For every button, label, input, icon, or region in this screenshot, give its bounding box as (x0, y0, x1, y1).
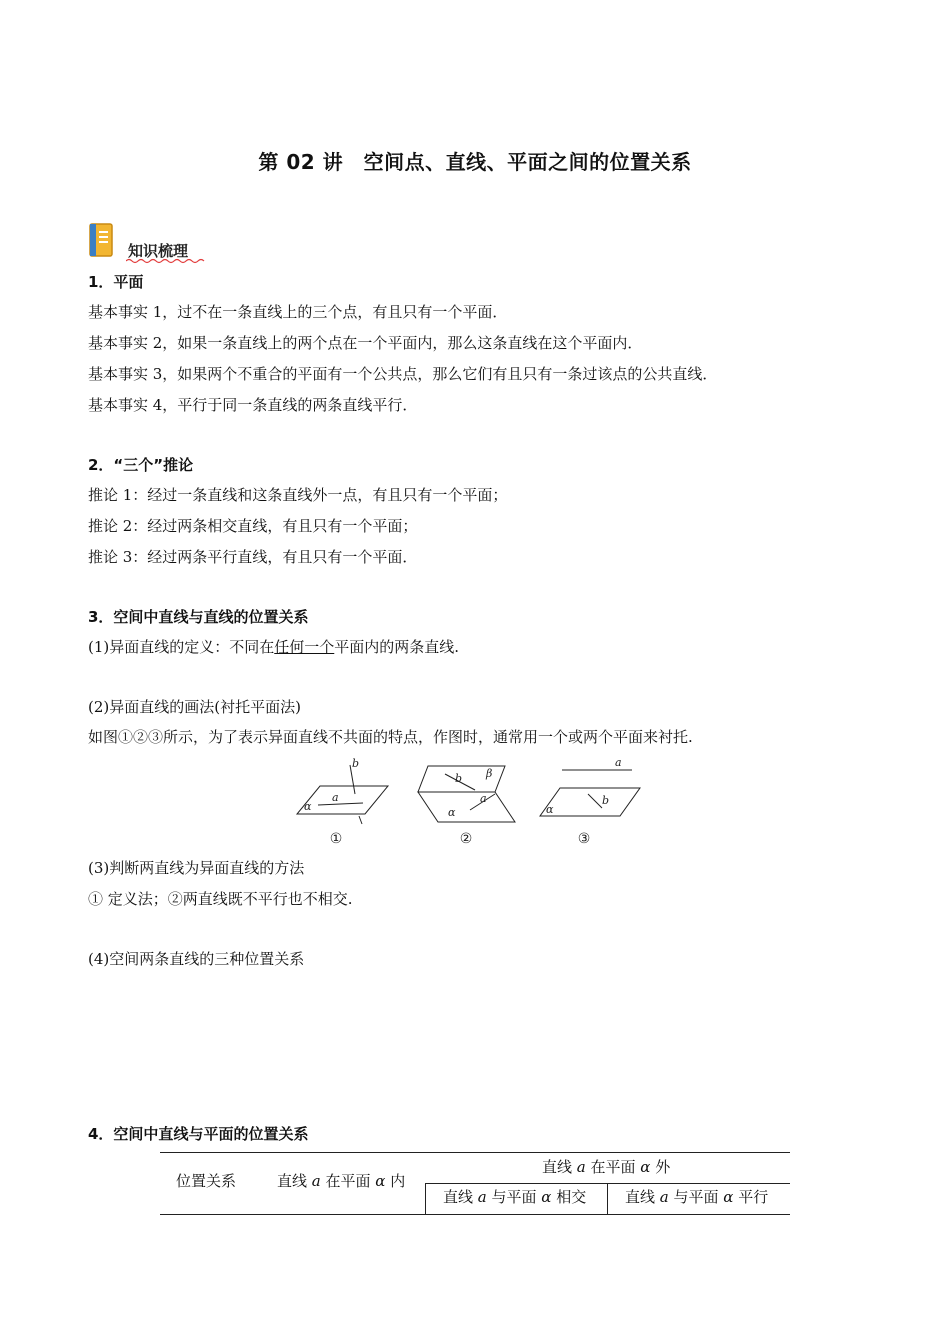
fig2-label-b: b (455, 772, 463, 785)
out-pre: 直线 (542, 1158, 577, 1176)
out-alpha: α (640, 1158, 651, 1176)
section-2-heading: 2．“三个”推论 (88, 456, 194, 474)
skew-lines-figure (290, 758, 650, 850)
skew-drawing-text: 如图①②③所示，为了表示异面直线不共面的特点，作图时，通常用一个或两个平面来衬托. (88, 728, 693, 746)
sub2-pre: 直线 (625, 1188, 660, 1206)
book-icon (88, 222, 122, 262)
skew-def-post: 平面内的两条直线. (334, 638, 460, 656)
page-title: 第 02 讲 空间点、直线、平面之间的位置关系 (258, 150, 692, 174)
badge-label: 知识梳理 (128, 242, 189, 260)
fig2-label-beta: β (486, 767, 493, 780)
in-alpha: α (375, 1172, 386, 1190)
fig3-line-b (588, 794, 602, 808)
fact-3: 基本事实 3，如果两个不重合的平面有一个公共点，那么它们有且只有一条过该点的公共直线． (88, 365, 718, 383)
sub2-alpha: α (723, 1188, 734, 1206)
fig3-caption: ③ (577, 831, 591, 847)
in-pre: 直线 (277, 1172, 312, 1190)
table-sub-parallel (625, 1186, 768, 1207)
section-4-heading: 4．空间中直线与平面的位置关系 (88, 1125, 309, 1143)
fig1-label-alpha: α (304, 800, 312, 813)
sub1-post: 相交 (551, 1188, 587, 1206)
fig3-label-a: a (615, 758, 622, 769)
skew-judge-methods: ① 定义法；②两直线既不平行也不相交. (88, 890, 353, 908)
skew-judge-heading: (3)判断两直线为异面直线的方法 (88, 859, 305, 877)
fig1-label-a: a (332, 791, 339, 804)
in-a: a (311, 1172, 321, 1190)
sub2-post: 平行 (733, 1188, 769, 1206)
table-header-outside-plane (542, 1156, 670, 1177)
corollary-1: 推论 1：经过一条直线和这条直线外一点，有且只有一个平面； (88, 486, 508, 504)
sub1-a: a (477, 1188, 487, 1206)
out-a: a (576, 1158, 586, 1176)
in-mid: 在平面 (320, 1172, 376, 1190)
fig2-label-a: a (480, 792, 487, 805)
fig1-line-b-bottom (359, 816, 362, 824)
table-vrule-2 (607, 1183, 608, 1214)
fact-1: 基本事实 1，过不在一条直线上的三个点，有且只有一个平面． (88, 303, 508, 321)
out-post: 外 (650, 1158, 671, 1176)
section-1-heading: 1．平面 (88, 273, 144, 291)
table-bottom-rule (160, 1214, 790, 1215)
skew-def-pre: (1)异面直线的定义：不同在 (88, 638, 275, 656)
fig1-label-b: b (352, 758, 360, 770)
sub1-mid: 与平面 (486, 1188, 542, 1206)
corollary-3: 推论 3：经过两条平行直线，有且只有一个平面． (88, 548, 418, 566)
section-badge (88, 222, 218, 262)
out-mid: 在平面 (585, 1158, 641, 1176)
fig2-caption: ② (459, 831, 473, 847)
line-plane-table (160, 1152, 790, 1216)
sub1-alpha: α (541, 1188, 552, 1206)
table-header-in-plane (277, 1170, 405, 1191)
fig1-line-a (318, 803, 363, 805)
fact-2: 基本事实 2，如果一条直线上的两个点在一个平面内，那么这条直线在这个平面内． (88, 334, 643, 352)
sub1-pre: 直线 (443, 1188, 478, 1206)
fig1-caption: ① (329, 831, 343, 847)
corollary-2: 推论 2：经过两条相交直线，有且只有一个平面； (88, 517, 418, 535)
fig3-label-b: b (602, 794, 610, 807)
three-relations-heading: (4)空间两条直线的三种位置关系 (88, 950, 305, 968)
fig3-label-alpha: α (546, 803, 554, 816)
skew-definition (88, 637, 459, 657)
in-post: 内 (385, 1172, 406, 1190)
fig2-plane-alpha (418, 792, 515, 822)
wavy-underline (126, 258, 206, 264)
table-sub-intersect (443, 1186, 586, 1207)
fig3-plane (540, 788, 640, 816)
sub2-mid: 与平面 (668, 1188, 724, 1206)
section-3-heading: 3．空间中直线与直线的位置关系 (88, 608, 309, 626)
skew-drawing-heading: (2)异面直线的画法(衬托平面法) (88, 698, 301, 716)
skew-def-underlined: 任何一个 (274, 638, 335, 656)
table-vrule-1 (425, 1183, 426, 1214)
sub2-a: a (659, 1188, 669, 1206)
table-top-rule (160, 1152, 790, 1153)
fact-4: 基本事实 4，平行于同一条直线的两条直线平行． (88, 396, 418, 414)
table-header-relation: 位置关系 (176, 1172, 237, 1190)
fig2-label-alpha: α (448, 806, 456, 819)
